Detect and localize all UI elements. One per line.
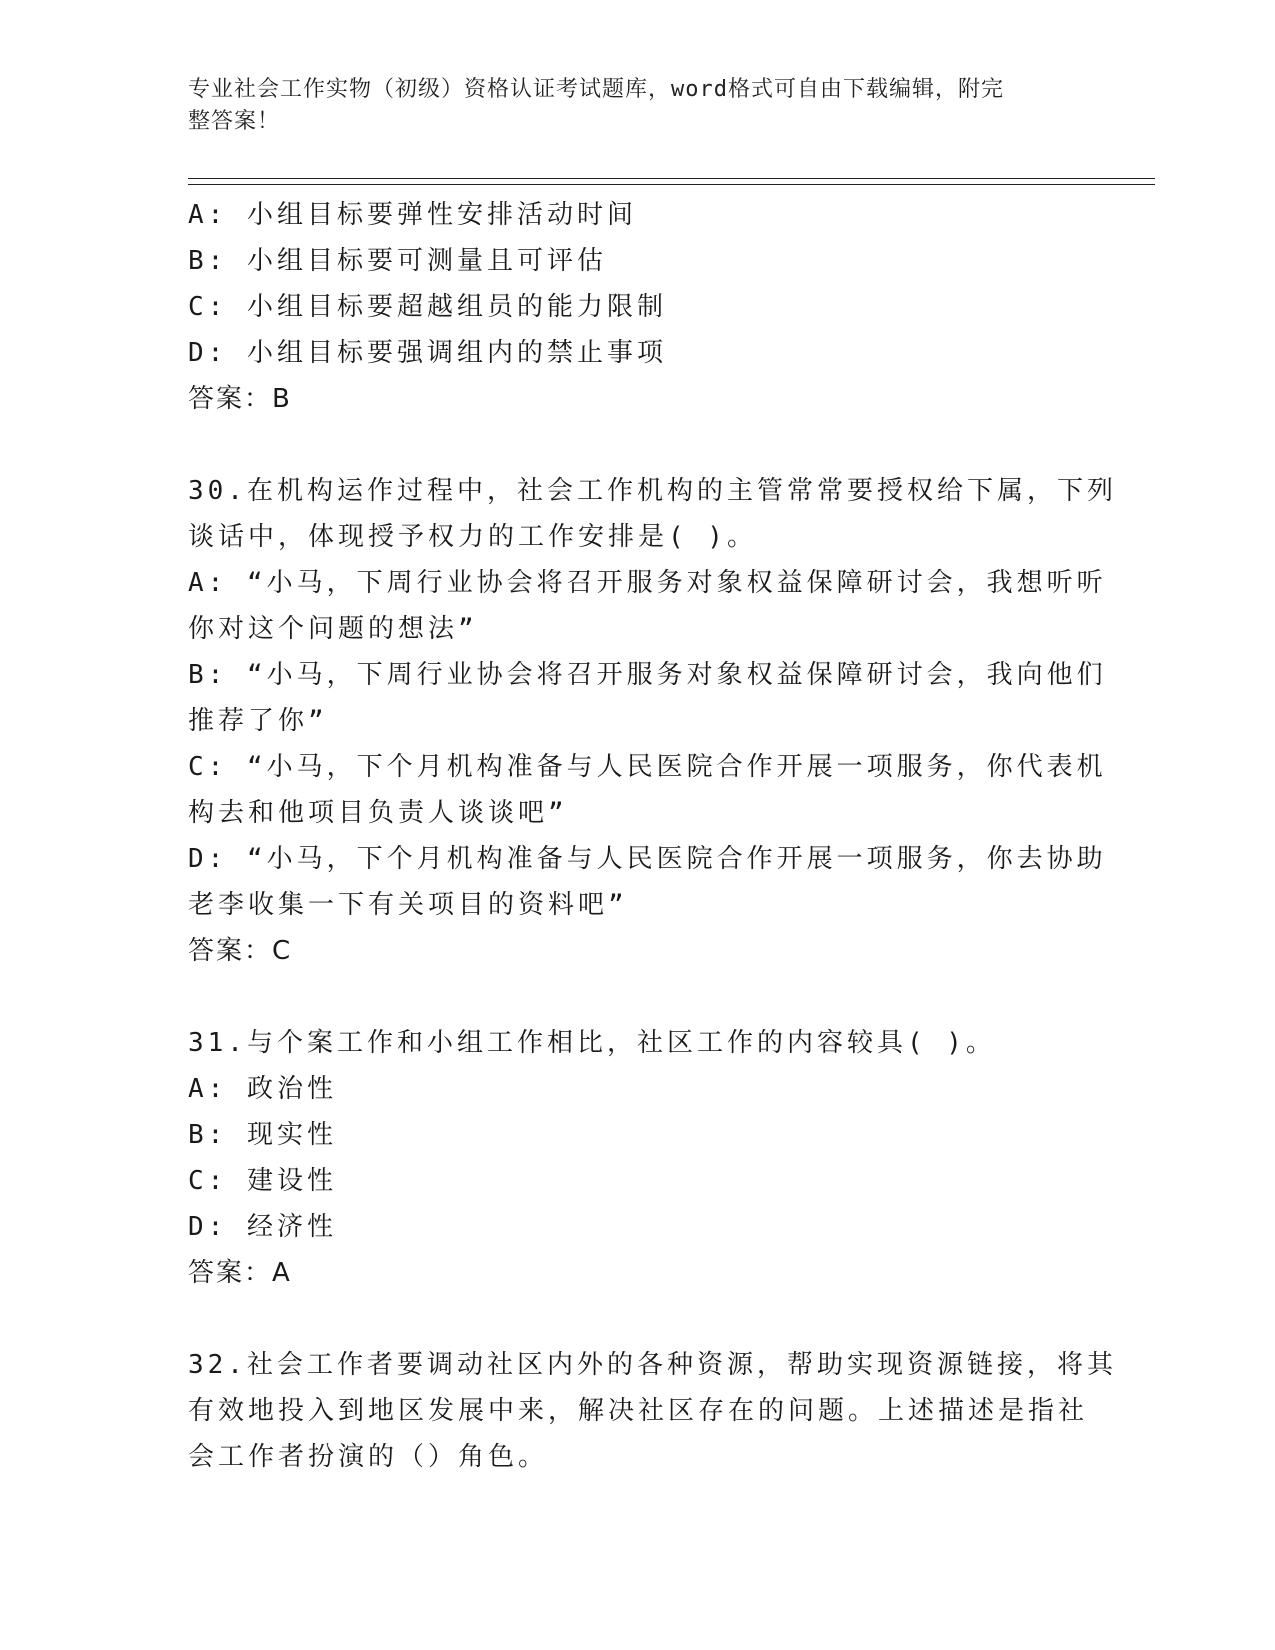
- option-b-cont: 推荐了你”: [188, 706, 328, 736]
- option-a-cont: 你对这个问题的想法”: [188, 614, 478, 644]
- option-c: C: 建设性: [188, 1166, 337, 1196]
- header-divider-top: [188, 178, 1155, 179]
- question-29: [188, 192, 1068, 422]
- header-divider-bottom: [188, 184, 1155, 185]
- header-line-1: 专业社会工作实物（初级）资格认证考试题库，word格式可自由下载编辑，附完: [188, 77, 1004, 102]
- option-c: C: “小马，下个月机构准备与人民医院合作开展一项服务，你代表机: [188, 752, 1107, 782]
- option-a: A: 小组目标要弹性安排活动时间: [188, 200, 637, 230]
- question-stem-line: 32.社会工作者要调动社区内外的各种资源，帮助实现资源链接，将其: [188, 1350, 1117, 1380]
- question-31: [188, 1020, 1068, 1296]
- question-stem-line: 谈话中，体现授予权力的工作安排是( )。: [188, 522, 757, 552]
- option-a: A: 政治性: [188, 1074, 337, 1104]
- answer: 答案：B: [188, 384, 292, 414]
- option-d: D: 经济性: [188, 1212, 337, 1242]
- option-d: D: “小马，下个月机构准备与人民医院合作开展一项服务，你去协助: [188, 844, 1107, 874]
- question-stem-line: 会工作者扮演的（）角色。: [188, 1442, 549, 1472]
- question-32: [188, 1342, 1117, 1480]
- option-c-cont: 构去和他项目负责人谈谈吧”: [188, 798, 568, 828]
- option-c: C: 小组目标要超越组员的能力限制: [188, 292, 667, 322]
- header-line-2: 整答案！: [188, 109, 281, 134]
- option-b: B: 小组目标要可测量且可评估: [188, 246, 607, 276]
- question-stem-line: 31.与个案工作和小组工作相比，社区工作的内容较具( )。: [188, 1028, 996, 1058]
- question-stem-line: 30.在机构运作过程中，社会工作机构的主管常常要授权给下属，下列: [188, 476, 1117, 506]
- option-a: A: “小马，下周行业协会将召开服务对象权益保障研讨会，我想听听: [188, 568, 1107, 598]
- question-content: [188, 192, 1117, 1480]
- option-d: D: 小组目标要强调组内的禁止事项: [188, 338, 667, 368]
- option-b: B: “小马，下周行业协会将召开服务对象权益保障研讨会，我向他们: [188, 660, 1107, 690]
- answer: 答案：C: [188, 936, 293, 966]
- option-d-cont: 老李收集一下有关项目的资料吧”: [188, 890, 628, 920]
- answer: 答案：A: [188, 1258, 292, 1288]
- document-header: [188, 74, 1068, 138]
- question-stem-line: 有效地投入到地区发展中来，解决社区存在的问题。上述描述是指社: [188, 1396, 1089, 1426]
- option-b: B: 现实性: [188, 1120, 337, 1150]
- question-30: [188, 468, 1117, 974]
